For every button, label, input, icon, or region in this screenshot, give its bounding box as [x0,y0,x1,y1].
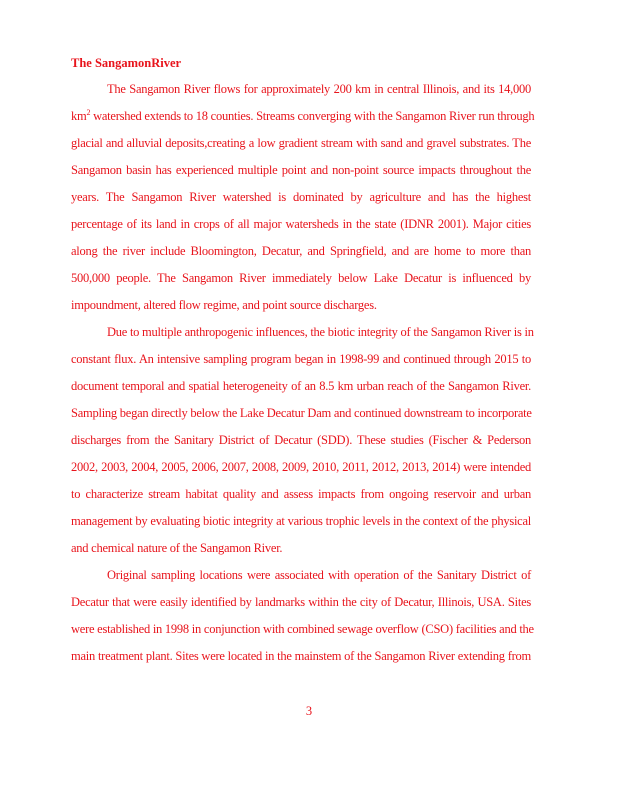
paragraph-2-line-9: and chemical nature of the Sangamon River. [71,541,283,555]
unit-superscript: 2 [86,108,91,117]
paragraph-2-line-6: 2002, 2003, 2004, 2005, 2006, 2007, 2008, 2009, 2010, 2011, 2012, 2013, 2014) were intended [71,460,531,474]
paragraph-1-line-9: impoundment, altered flow regime, and point source discharges. [71,298,377,312]
body-text [71,80,535,674]
unit-km: km [71,109,87,123]
paragraph-3-line-4: main treatment plant. Sites were located in the mainstem of the Sangamon River extending from [71,649,531,663]
paragraph-1-line-3: glacial and alluvial deposits,creating a low gradient stream with sand and gravel substrates. The [71,136,531,150]
paragraph-2-line-3: document temporal and spatial heterogeneity of an 8.5 km urban reach of the Sangamon River. [71,379,531,393]
paragraph-2-line-2: constant flux. An intensive sampling program began in 1998-99 and continued through 2015 to [71,352,531,366]
paragraph-2-line-5: discharges from the Sanitary District of Decatur (SDD). These studies (Fischer & Pederson [71,433,531,447]
paragraph-3-line-1: Original sampling locations were associated with operation of the Sanitary District of [107,568,531,582]
paragraph-1-line-8: 500,000 people. The Sangamon River immediately below Lake Decatur is influenced by [71,271,531,285]
paragraph-1-line-7: along the river include Bloomington, Decatur, and Springfield, and are home to more than [71,244,531,258]
paragraph-1-line-1: The Sangamon River flows for approximately 200 km in central Illinois, and its 14,000 [107,82,531,96]
paragraph-3-line-2: Decatur that were easily identified by landmarks within the city of Decatur, Illinois, USA. Sites [71,595,531,609]
paragraph-1-line-2 [71,107,535,134]
paragraph-1-line-4: Sangamon basin has experienced multiple point and non-point source impacts throughout the [71,163,531,177]
section-heading: The SangamonRiver [71,56,182,70]
paragraph-3-line-3: were established in 1998 in conjunction with combined sewage overflow (CSO) facilities and the [71,622,534,636]
paragraph-2-line-1: Due to multiple anthropogenic influences, the biotic integrity of the Sangamon River is in [107,325,534,339]
paragraph-2-line-8: management by evaluating biotic integrity at various trophic levels in the context of the physical [71,514,531,528]
paragraph-1-line-5: years. The Sangamon River watershed is dominated by agriculture and has the highest [71,190,531,204]
paragraph-1-line-6: percentage of its land in crops of all major watersheds in the state (IDNR 2001). Major cities [71,217,531,231]
paragraph-2-line-7: to characterize stream habitat quality and assess impacts from ongoing reservoir and urban [71,487,531,501]
page-number: 3 [305,704,313,718]
paragraph-2-line-4: Sampling began directly below the Lake Decatur Dam and continued downstream to incorporate [71,406,532,420]
paragraph-1-line-2-text: watershed extends to 18 counties. Streams converging with the Sangamon River run through [90,109,535,123]
